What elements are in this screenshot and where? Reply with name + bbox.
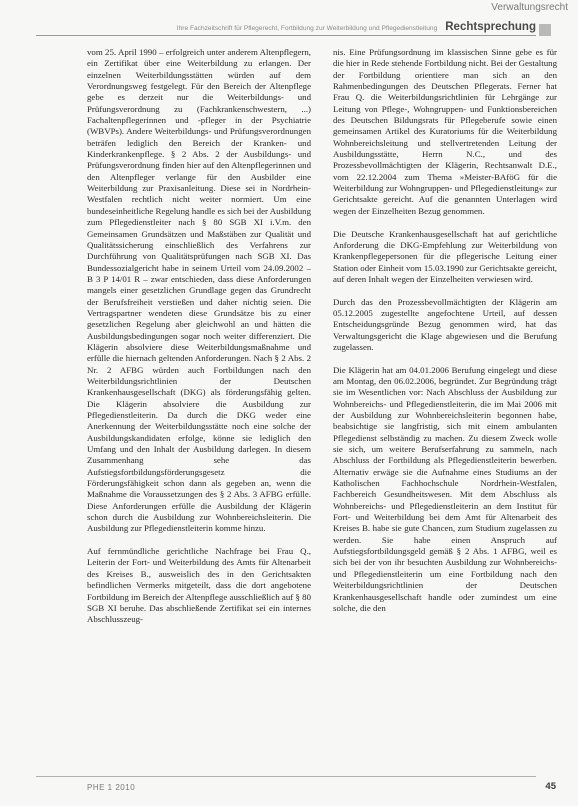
header-title: Rechtsprechung <box>445 21 536 33</box>
footer-issue: PHE 1 2010 <box>87 783 136 792</box>
corner-marker <box>539 24 551 36</box>
paragraph: vom 25. April 1990 – erfolgreich unter anderem Altenpflegern, ein Zertifikat über eine Weiterbildung zu erlangen. Der einzelnen Weiterbildungsstätten würden auf dem Verordnungsweg festgelegt. Für den Bereich der Altenpflege gebe es derzeit nur die Weiterbildungs- und Prüfungsverordnung zu (Fachkrankenschwestern, ...) Fachaltenpflegerinnen und -pfleger in der Psychiatrie (WBVPs). Andere Weiterbildungs- und Prüfungsverordnungen beträfen lediglich den Bereich der Kranken- und Kinderkrankenpflege. § 2 Abs. 2 der Ausbildungs- und Prüfungsverordnung finden hier auf den Altenpflegerinnen und den Altenpfleger verlange für den Ausbilder eine Weiterbildung zur Praxisanleitung. Diese sei in Nordrhein-Westfalen rechtlich nicht weiter normiert. Um eine bundeseinheitliche Regelung handle es sich bei der Ausbildung zum Pflegedienstleiter nach § 80 SGB XI i.V.m. den Gemeinsamen Grundsätzen und Maßstäben zur Qualität und Qualitätssicherung einschließlich des Verfahrens zur Durchführung von Qualitätsprüfungen nach SGB XI. Das Bundessozialgericht habe in seinem Urteil vom 24.09.2002 – B 3 P 14/01 R – zwar entschieden, dass diese Anforderungen mangels einer gesetzlichen Grundlage gegen das Grundrecht der Berufsfreiheit verstießen und daher nichtig seien. Die Vertragspartner wendeten diese Grundsätze bis zu einer gesetzlichen Regelung aber gleichwohl an und hätten die Ausbildungsbedingungen sogar noch weiter differenziert. Die Klägerin absolviere diese Weiterbildungsmaßnahme und erfülle die hiernach geltenden Anforderungen. Nach § 2 Abs. 2 Nr. 2 AFBG würden auch Fortbildungen nach den Weiterbildungsrichtlinien der Deutschen Krankenhausgesellschaft (DKG) als förderungsfähig gelten. Die Klägerin absolviere die Ausbildung zur Pflegedienstleiterin. Da durch die DKG weder eine Anerkennung der Weiterbildungsstätte noch eine solche der Ausbildungskandidaten erfolge, könne sie lediglich den Umfang und den Inhalt der Ausbildung darlegen. In diesem Zusammenhang sehe das Aufstiegsfortbildungsförderungsgesetz die Förderungsfähigkeit schon dann als gegeben an, wenn die Maßnahme die Voraussetzungen des § 2 Abs. 3 AFBG erfülle. Diese Anforderungen erfülle die Ausbildung der Klägerin schon durch die Ausbildung zur Wohnbereichsleiterin. Die Ausbildung zur Pflegedienstleiterin komme hinzu. <box>87 47 311 534</box>
text-column-left <box>87 47 311 769</box>
paragraph: nis. Eine Prüfungsordnung im klassischen Sinne gebe es für die hier in Rede stehende Fortbildung nicht. Bei der Gestaltung der Fortbildung orientiere man sich an den Rahmenbedingungen des Deutschen Pflegerats. Ferner hat Frau Q. die Weiterbildungsrichtlinien für Lehrgänge zur Leitung von Pflege-, Wohngruppen- und Funktionsbereichen des Deutschen Bildungsrats für Pflegeberufe sowie einen gemeinsamen Artikel des Kuratoriums für die Weiterbildung Wohnbereichsleitung und stellvertretenden Leitung der Ausbildungsstätte, Herrn N.C., und des Prozessbevollmächtigten der Klägerin, Rechtsanwalt D.E., vom 22.12.2004 zum Thema »Meister-BAföG für die Weiterbildung zur Wohngruppen- und Pflegedienstleitung« zur Gerichtsakte gereicht. Auf die genannten Unterlagen wird wegen der Einzelheiten Bezug genommen. <box>333 47 557 216</box>
paragraph: Auf fernmündliche gerichtliche Nachfrage bei Frau Q., Leiterin der Fort- und Weiterbildung des Amts für Altenarbeit des Kreises B., ausweislich des in den Gerichtsakten befindlichen Vermerks mitgeteilt, dass die dort angebotene Fortbildung im Bereich der Altenpflege ausschließlich auf § 80 SGB XI beruhe. Das abschließende Zertifikat sei ein internes Abschlusszeug- <box>87 546 311 625</box>
section-label: Verwaltungsrecht <box>491 2 568 13</box>
paragraph: Die Klägerin hat am 04.01.2006 Berufung eingelegt und diese am Montag, den 06.02.2006, begründet. Zur Begründung trägt sie im Wesentlichen vor: Nach Abschluss der Ausbildung zur Wohnbereichs- und Pflegedienstleiterin, die im Mai 2006 mit der Ausbildung zur Wohnbereichsleiterin begonnen habe, beabsichtige sie langfristig, sich mit einem ambulanten Pflegedienst selbständig zu machen. Zu diesem Zweck wolle sie sich, um weitere Berufserfahrung zu sammeln, nach Abschluss der Fortbildung als Pflegedienstleiterin bewerben. Alternativ erwäge sie die Aufnahme eines Studiums an der Katholischen Fachhochschule Nordrhein-Westfalen, Fachbereich Gesundheitswesen. Mit dem Abschluss als Wohnbereichs- und Pflegedienstleiterin an dem Institut für Fort- und Weiterbildung bei dem Amt für Altenarbeit des Kreises B. habe sie gute Chancen, zum Studium zugelassen zu werden. Sie habe einen Anspruch auf Aufstiegsfortbildungsgeld gemäß § 2 Abs. 1 AFBG, weil es sich bei der von ihr besuchten Ausbildung zur Wohnbereichs- und Pflegedienstleiterin um eine Fortbildung nach den Weiterbildungsrichtlinien der Deutschen Krankenhausgesellschaft handle oder zumindest um eine solche, die den <box>333 364 557 613</box>
header-rule <box>36 35 536 36</box>
header-subtitle: Ihre Fachzeitschrift für Pflegerecht, Fortbildung zur Weiterbildung und Pflegedienstleitung <box>176 25 438 32</box>
footer-rule <box>36 776 536 777</box>
page-number: 45 <box>545 781 556 792</box>
text-column-right <box>333 47 557 769</box>
running-header <box>36 20 536 33</box>
paragraph: Die Deutsche Krankenhausgesellschaft hat auf gerichtliche Anforderung die DKG-Empfehlung zur Weiterbildung von Krankenpflegepersonen für die pflegerische Leitung einer Station oder Einheit vom 15.03.1990 zur Gerichtsakte gereicht, auf deren Inhalt wegen der Einzelheiten verwiesen wird. <box>333 228 557 284</box>
paragraph: Durch das den Prozessbevollmächtigten der Klägerin am 05.12.2005 zugestellte angefochtene Urteil, auf dessen Entscheidungsgründe Bezug genommen wird, hat das Verwaltungsgericht die Klage abgewiesen und die Berufung zugelassen. <box>333 296 557 352</box>
